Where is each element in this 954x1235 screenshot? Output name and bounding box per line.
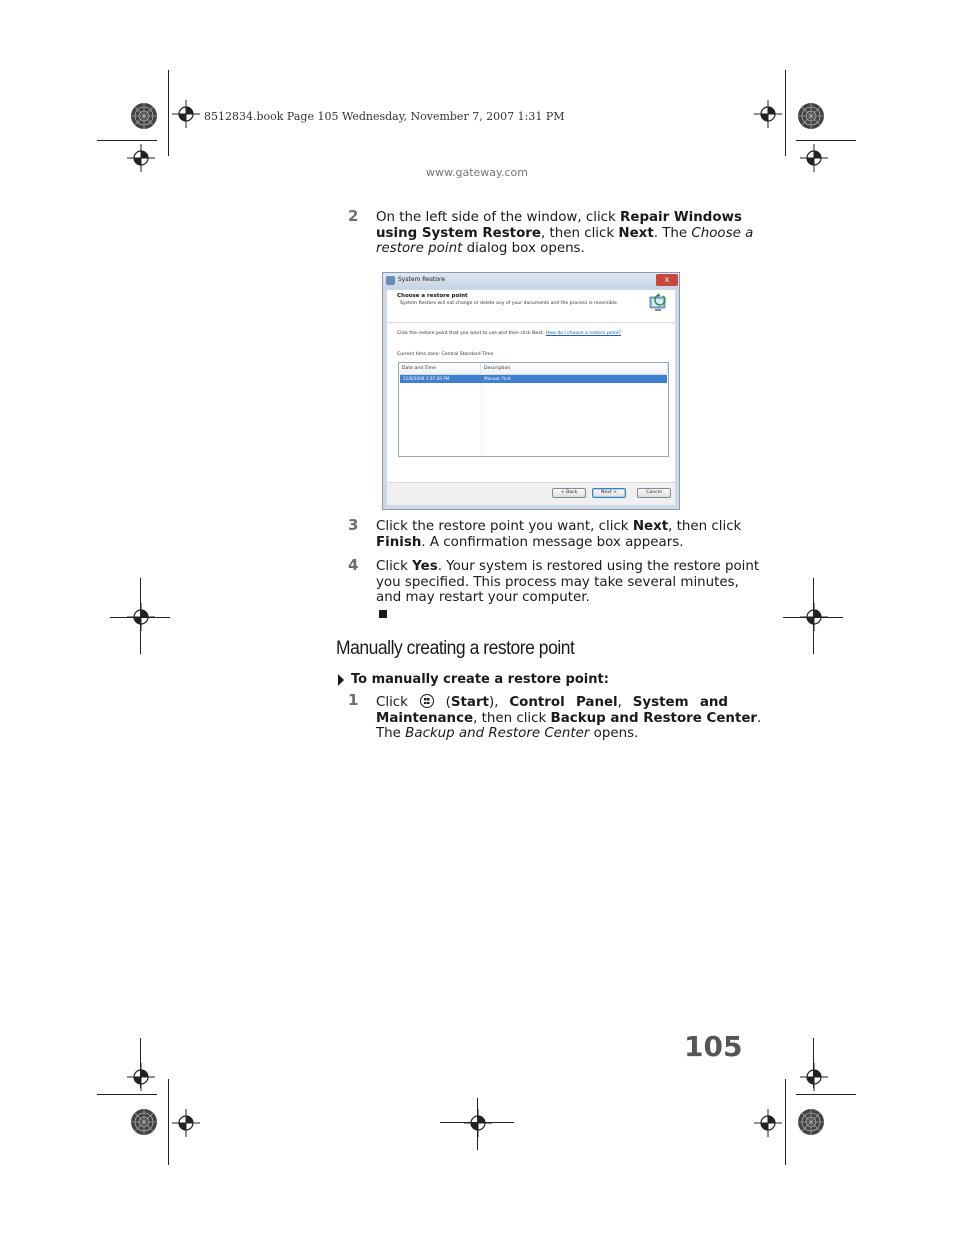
crop-mark: [785, 70, 786, 156]
text-run: ),: [488, 695, 510, 710]
site-url: www.gateway.com: [426, 166, 528, 179]
ui-term: Yes: [412, 559, 438, 574]
text-run: The: [376, 726, 406, 742]
text-line: [376, 590, 728, 606]
crosshair-icon: [754, 1109, 782, 1137]
text-run: opens.: [589, 726, 639, 742]
text-run: . The: [653, 225, 692, 241]
procedure-heading: To manually create a restore point:: [351, 672, 609, 687]
triangle-right-icon: [338, 674, 344, 686]
dialog-body: [387, 290, 675, 505]
window-name: Backup and Restore Center: [405, 726, 590, 742]
dialog-heading: Choose a restore point: [397, 293, 468, 299]
step-text: [376, 694, 762, 742]
step-text: [376, 519, 742, 550]
crop-mark: [813, 1038, 814, 1088]
column-header-date[interactable]: Date and Time: [399, 363, 481, 374]
ui-term: using System Restore: [376, 225, 541, 241]
step-text: [376, 559, 760, 606]
text-run: , then click: [540, 225, 619, 241]
restore-point-list[interactable]: [398, 362, 669, 457]
section-heading: Manually creating a restore point: [336, 638, 575, 659]
dialog-header: [387, 290, 675, 323]
step-number: 1: [348, 691, 359, 709]
ui-term: Next: [618, 225, 654, 241]
end-of-procedure-mark: [379, 610, 387, 618]
registration-rosette-icon: [130, 1108, 158, 1136]
system-restore-dialog: [382, 272, 680, 510]
text-line: [376, 574, 739, 591]
window-name: restore point: [376, 241, 463, 257]
window-name: Choose a: [691, 225, 754, 241]
step-number: 2: [348, 207, 359, 225]
crop-mark: [477, 1098, 478, 1150]
registration-rosette-icon: [130, 102, 158, 130]
text-run: . Your system is restored using the restore point: [437, 559, 760, 574]
text-run: (: [434, 695, 451, 710]
ui-term: Start: [450, 695, 489, 710]
crop-mark: [813, 578, 814, 654]
crop-mark: [140, 578, 141, 654]
windows-start-icon: [420, 694, 434, 708]
crop-mark: [140, 1038, 141, 1088]
back-button[interactable]: < Back: [552, 488, 586, 498]
ui-term: Control Panel: [509, 695, 618, 710]
dialog-title: System Restore: [398, 276, 446, 283]
page-number: 105: [684, 1030, 743, 1063]
crosshair-icon: [172, 100, 200, 128]
dialog-titlebar: [383, 273, 679, 289]
ui-term: Finish: [376, 534, 422, 550]
text-run: . A confirmation message box appears.: [421, 534, 684, 550]
system-restore-icon: [386, 276, 395, 285]
text-line: [376, 241, 728, 257]
column-header-description[interactable]: Description: [481, 363, 668, 374]
text-line: [376, 559, 760, 575]
text-run: .: [757, 710, 762, 726]
step-number: 3: [348, 516, 359, 534]
text-run: , then click: [473, 710, 551, 726]
computer-restore-icon: [647, 292, 671, 316]
text-line: [376, 225, 754, 242]
column-divider: [481, 374, 482, 456]
registration-rosette-icon: [797, 102, 825, 130]
text-run: Click the restore point you want, click: [376, 519, 633, 534]
step-number: 4: [348, 556, 359, 574]
instruction-text: Click the restore point that you want to use and then click Next.: [397, 331, 545, 336]
text-run: ,: [617, 695, 633, 710]
text-line: [376, 710, 762, 727]
text-run: dialog box opens.: [462, 241, 585, 257]
crop-mark: [783, 617, 843, 618]
registration-rosette-icon: [797, 1108, 825, 1136]
crop-mark: [796, 140, 856, 141]
crosshair-icon: [127, 1063, 155, 1091]
row-datetime: 11/6/2008 3:37:26 PM: [403, 376, 450, 381]
table-row[interactable]: [400, 375, 667, 383]
cancel-button[interactable]: Cancel: [637, 488, 671, 498]
ui-term: Next: [632, 519, 669, 534]
text-line: [376, 519, 742, 535]
text-line: [376, 726, 728, 742]
dialog-instruction: [397, 331, 621, 336]
text-run: you specified. This process may take several minutes,: [376, 574, 739, 590]
text-run: , then click: [668, 519, 742, 534]
text-run: and may restart your computer.: [376, 590, 590, 606]
crosshair-icon: [800, 1063, 828, 1091]
dialog-footer: [387, 482, 675, 505]
crop-mark: [168, 70, 169, 156]
ui-term: System and: [632, 695, 728, 710]
close-button[interactable]: x: [656, 274, 678, 286]
timezone-label: Current time zone: Central Standard Time: [397, 352, 494, 357]
help-link[interactable]: How do I choose a restore point?: [545, 331, 622, 336]
crop-mark: [97, 140, 157, 141]
crosshair-icon: [464, 1109, 492, 1137]
text-line: [376, 210, 742, 226]
ui-term: Maintenance: [376, 710, 474, 726]
crop-mark: [785, 1079, 786, 1165]
text-run: Click: [376, 695, 419, 710]
crop-mark: [110, 617, 170, 618]
text-line: [376, 694, 728, 711]
ui-term: Repair Windows: [620, 210, 742, 225]
print-job-info: 8512834.book Page 105 Wednesday, November 7, 2007 1:31 PM: [204, 110, 565, 123]
dialog-subheading: System Restore will not change or delete any of your documents and the process is reversible.: [400, 301, 619, 306]
text-line: [376, 535, 728, 551]
row-description: Manual: First: [484, 376, 511, 381]
ui-term: Backup and Restore Center: [550, 710, 758, 726]
crosshair-icon: [172, 1109, 200, 1137]
crop-mark: [97, 1094, 157, 1095]
step-text: [376, 210, 754, 257]
crop-mark: [168, 1079, 169, 1165]
text-run: Click: [376, 559, 413, 574]
crosshair-icon: [754, 100, 782, 128]
text-run: On the left side of the window, click: [376, 210, 621, 225]
next-button[interactable]: Next >: [592, 488, 626, 498]
crop-mark: [796, 1094, 856, 1095]
